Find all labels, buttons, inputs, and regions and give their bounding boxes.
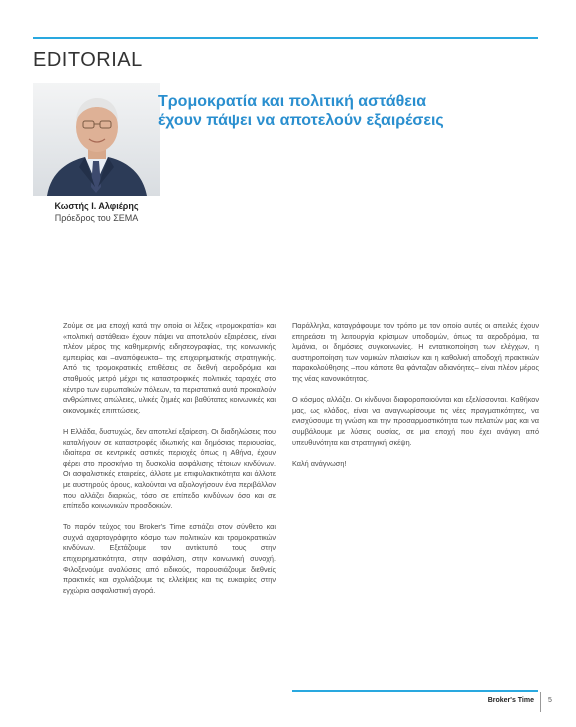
footer-rule: [292, 690, 538, 692]
paragraph: Ζούμε σε μια εποχή κατά την οποία οι λέξεις «τρομοκρατία» και «πολιτική αστάθεια» έχουν πάψει να αποτελούν εξαιρέσεις, είναι πλέον μέρος της καθημερινής ειδησεογραφίας, της κοινωνικής εμπειρίας και –αναπόφευκτα– της επιχειρηματικής στρατηγικής. Από τις τρομοκρατικές επιθέσεις σε διεθνή αεροδρόμια και σταθμούς μετρό μέχρι τις καταστροφικές πολιτικές ταραχές στο κέντρο των ευρωπαϊκών πόλεων, τα περιστατικά αυτά προκαλούν ανθρώπινες απώλειες, υλικές ζημιές και βαθύτατες κοινωνικές και οικονομικές επιπτώσεις.: [63, 321, 276, 415]
page-number: 5: [548, 697, 552, 704]
author-title: Πρόεδρος του ΣΕΜΑ: [54, 213, 139, 223]
top-rule: [33, 37, 538, 39]
paragraph: Το παρόν τεύχος του Broker's Time εστιάζει στον σύνθετο και συχνά αχαρτογράφητο κόσμο των πολιτικών και τρομοκρατικών κινδύνων. Εξετάζουμε τον αντίκτυπό τους στην επιχειρηματικότητα, στην ασφάλιση, στην κοινωνική συνοχή. Φιλοξενούμε αναλύσεις από ειδικούς, παρουσιάζουμε διεθνείς πρακτικές και σχολιάζουμε τις ελλείψεις και τις ευκαιρίες στην εγχώρια ασφαλιστική αγορά.: [63, 522, 276, 595]
section-label: EDITORIAL: [33, 49, 143, 71]
body-column-right: [292, 321, 539, 480]
paragraph: Ο κόσμος αλλάζει. Οι κίνδυνοι διαφοροποιούνται και εξελίσσονται. Καθήκον μας, ως κλάδος, είναι να αναγνωρίσουμε τις νέες πραγματικότητες, να ενισχύσουμε τη γνώση και την προσαρμοστικότητα των πελατών μας και να συμβάλουμε με λύσεις ουσίας, σε μια εποχή που έχει ανάγκη από υπευθυνότητα και στρατηγική σκέψη.: [292, 395, 539, 447]
headline-line-1: Τρομοκρατία και πολιτική αστάθεια: [158, 93, 427, 110]
body-column-left: [63, 321, 276, 607]
paragraph: Παράλληλα, καταγράφουμε τον τρόπο με τον οποίο αυτές οι απειλές έχουν επηρεάσει τη λειτουργία κρίσιμων υποδομών, όπως τα αεροδρόμια, τα λιμάνια, οι δημόσιες συγκοινωνίες. Η εντατικοποίηση των ελέγχων, η αυστηροποίηση των νομικών πλαισίων και η καθολική αποδοχή πρακτικών παρακολούθησης –που κάποτε θα φάνταζαν αδιανόητες– είναι πλέον μέρος της νέας κανονικότητας.: [292, 321, 539, 383]
footer-divider: [540, 692, 541, 712]
article-headline: [158, 92, 538, 130]
closing-line: Καλή ανάγνωση!: [292, 458, 347, 468]
author-name: Κωστής Ι. Αλφιέρης: [54, 201, 139, 211]
footer-brand: Broker's Time: [487, 697, 534, 704]
headline-line-2: έχουν πάψει να αποτελούν εξαιρέσεις: [158, 112, 444, 129]
author-photo: [33, 83, 160, 196]
paragraph: Η Ελλάδα, δυστυχώς, δεν αποτελεί εξαίρεση. Οι διαδηλώσεις που καταλήγουν σε καταστροφές ιδιωτικής και δημόσιας περιουσίας, ιδιαίτερα σε κεντρικές αστικές περιοχές όπως η Αθήνα, έχουν φέρει στο προσκήνιο τη δυσκολία ασφάλισης τέτοιων κινδύνων. Οι ασφαλιστικές εταιρείες, άλλοτε με επιφυλακτικότητα και άλλοτε με αυστηρούς όρους, καλούνται να αξιολογήσουν ένα περιβάλλον που αλλάζει διαρκώς, τόσο σε επίπεδο κινδύνων όσο και σε επίπεδο κοινωνικών προσδοκιών.: [63, 426, 276, 511]
